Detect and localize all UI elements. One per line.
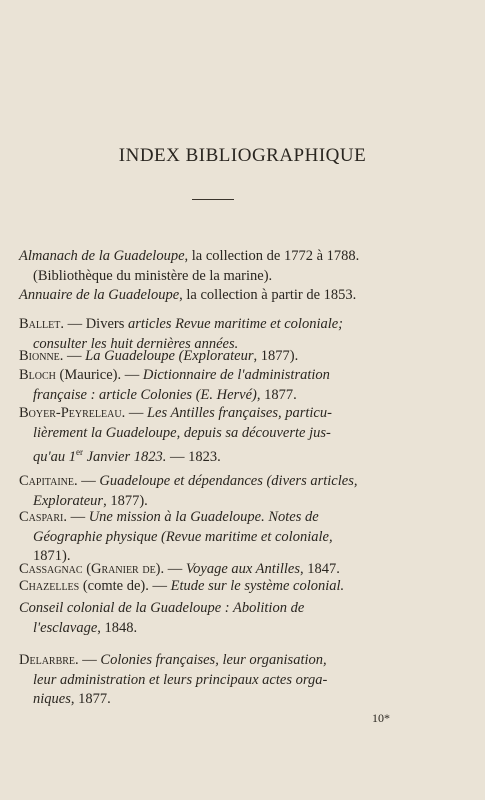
entry-cassagnac: Cassagnac (Granier de). — Voyage aux Antilles, 1847. xyxy=(19,561,340,577)
entry-conseil-colonial: Conseil colonial de la Guadeloupe : Abolition de l'esclavage, 1848. xyxy=(19,600,305,636)
entry-delarbre: Delarbre. — Colonies françaises, leur organisation, leur administration et leurs principaux actes orga- niques, 1877. xyxy=(19,652,328,707)
entry-ballet: Ballet. — Divers articles Revue maritime et coloniale; consulter les huit dernières années. xyxy=(19,316,344,352)
entry-almanach: Almanach de la Guadeloupe, la collection de 1772 à 1788. (Bibliothèque du ministère de la marine). xyxy=(19,248,360,284)
entry-chazelles: Chazelles (comte de). — Etude sur le système colonial. xyxy=(19,578,345,594)
author-name: Cassagnac (Granier de) xyxy=(19,561,161,577)
author-name: Boyer-Peyreleau xyxy=(19,405,122,421)
author-name: Bloch xyxy=(19,367,56,383)
author-name: Caspari xyxy=(19,509,64,525)
author-name: Ballet xyxy=(19,316,61,332)
title-rule xyxy=(192,199,234,200)
entry-annuaire: Annuaire de la Guadeloupe, la collection à partir de 1853. xyxy=(19,287,357,303)
author-name: Delarbre xyxy=(19,652,76,668)
entry-bloch: Bloch (Maurice). — Dictionnaire de l'administration française : article Colonies (E. Hervé), 1877. xyxy=(19,367,330,403)
page-title: INDEX BIBLIOGRAPHIQUE xyxy=(118,145,367,166)
author-name: Chazelles xyxy=(19,578,80,594)
entry-boyer-peyreleau: Boyer-Peyreleau. — Les Antilles françaises, particu- lièrement la Guadeloupe, depuis sa découverte jus- qu'au 1er Janvier 1823. — 1823. xyxy=(19,405,332,465)
author-name: Bionne xyxy=(19,348,60,364)
entry-capitaine: Capitaine. — Guadeloupe et dépendances (divers articles, Explorateur, 1877). xyxy=(19,473,358,509)
author-name: Capitaine xyxy=(19,473,74,489)
entry-bionne: Bionne. — La Guadeloupe (Explorateur, 1877). xyxy=(19,348,299,364)
page-folio: 10* xyxy=(372,711,390,725)
entry-caspari: Caspari. — Une mission à la Guadeloupe. Notes de Géographie physique (Revue maritime et coloniale, 1871). xyxy=(19,509,333,564)
